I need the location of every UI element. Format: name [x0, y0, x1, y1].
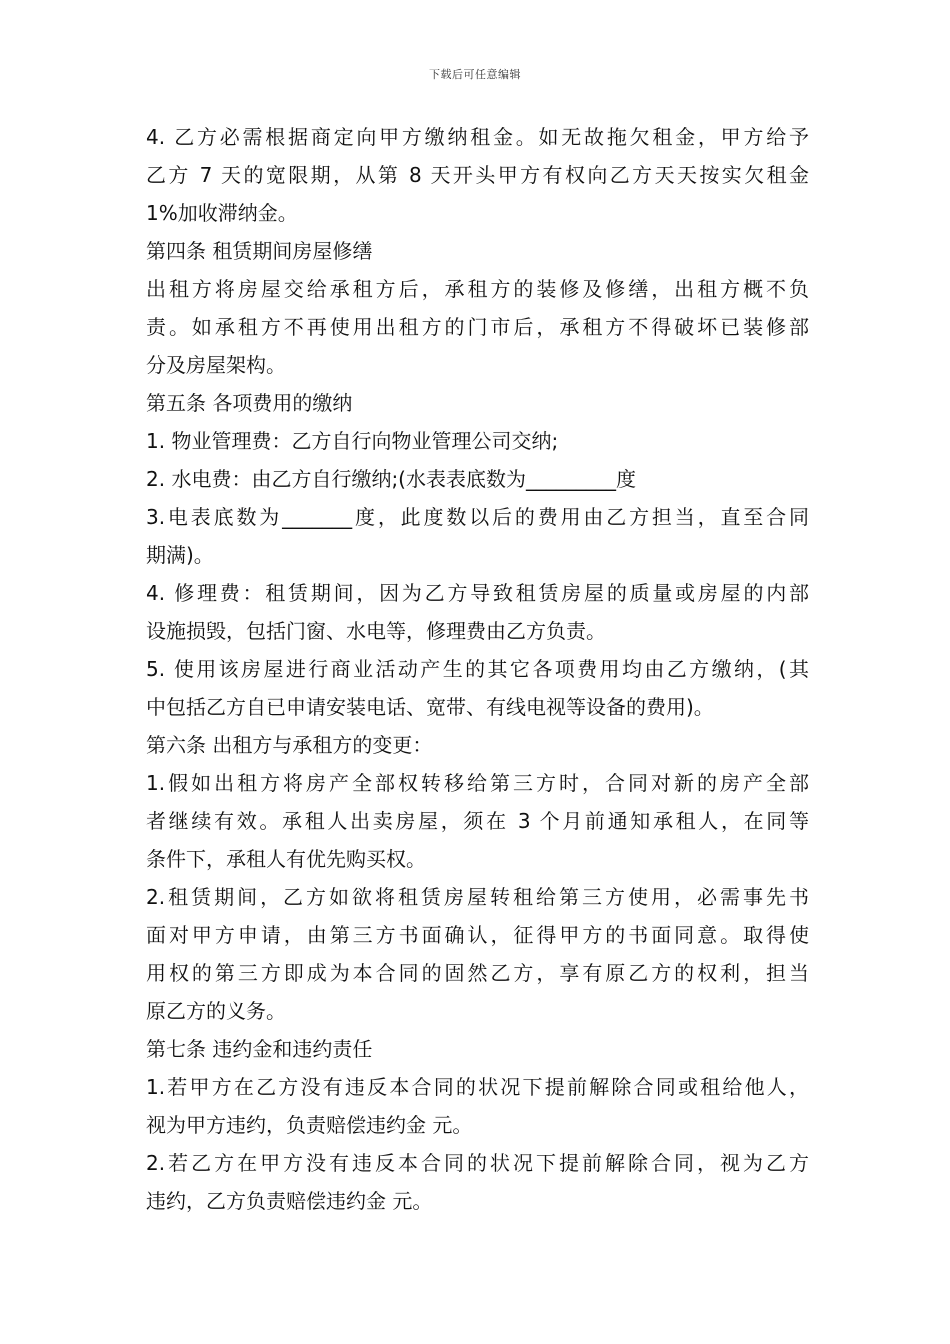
text-line: 违约，乙方负责赔偿违约金 元。: [146, 1189, 433, 1213]
page-header: 下载后可任意编辑: [429, 68, 521, 81]
text-line: 乙方 7 天的宽限期，从第 8 天开头甲方有权向乙方天天按实欠租金: [146, 163, 809, 187]
text-line: 1. 物业管理费：乙方自行向物业管理公司交纳;: [146, 429, 559, 453]
text-line: 设施损毁，包括门窗、水电等，修理费由乙方负责。: [146, 619, 606, 643]
text-line: 2.租赁期间，乙方如欲将租赁房屋转租给第三方使用，必需事先书: [146, 885, 809, 909]
section-heading: 第四条 租赁期间房屋修缮: [146, 239, 373, 263]
text-line: 责。如承租方不再使用出租方的门市后，承租方不得破坏已装修部: [146, 315, 809, 339]
text-line: 面对甲方申请，由第三方书面确认，征得甲方的书面同意。取得使: [146, 923, 809, 947]
text-line: 1%加收滞纳金。: [146, 201, 298, 225]
text-line: 1.若甲方在乙方没有违反本合同的状况下提前解除合同或租给他人，: [146, 1075, 809, 1099]
text-line: 4. 修理费：租赁期间，因为乙方导致租赁房屋的质量或房屋的内部: [146, 581, 809, 605]
text-line: 2.若乙方在甲方没有违反本合同的状况下提前解除合同，视为乙方: [146, 1151, 809, 1175]
text-line: 期满)。: [146, 543, 214, 567]
text-line: 4. 乙方必需根据商定向甲方缴纳租金。如无故拖欠租金，甲方给予: [146, 125, 809, 149]
text-line: 5. 使用该房屋进行商业活动产生的其它各项费用均由乙方缴纳，(其: [146, 657, 809, 681]
text-line: 3.电表底数为_______度，此度数以后的费用由乙方担当，直至合同: [146, 505, 809, 529]
text-line: 分及房屋架构。: [146, 353, 286, 377]
section-heading: 第七条 违约金和违约责任: [146, 1037, 373, 1061]
section-heading: 第六条 出租方与承租方的变更：: [146, 733, 433, 757]
text-line: 条件下，承租人有优先购买权。: [146, 847, 426, 871]
text-line: 2. 水电费：由乙方自行缴纳;(水表表底数为_________度: [146, 467, 636, 491]
text-line: 者继续有效。承租人出卖房屋，须在 3 个月前通知承租人，在同等: [146, 809, 809, 833]
text-line: 视为甲方违约，负责赔偿违约金 元。: [146, 1113, 473, 1137]
document-body: [146, 118, 809, 1220]
text-line: 1.假如出租方将房产全部权转移给第三方时，合同对新的房产全部: [146, 771, 809, 795]
section-heading: 第五条 各项费用的缴纳: [146, 391, 353, 415]
text-line: 用权的第三方即成为本合同的固然乙方，享有原乙方的权利，担当: [146, 961, 809, 985]
text-line: 原乙方的义务。: [146, 999, 286, 1023]
text-line: 中包括乙方自已申请安装电话、宽带、有线电视等设备的费用)。: [146, 695, 714, 719]
text-line: 出租方将房屋交给承租方后，承租方的装修及修缮，出租方概不负: [146, 277, 809, 301]
